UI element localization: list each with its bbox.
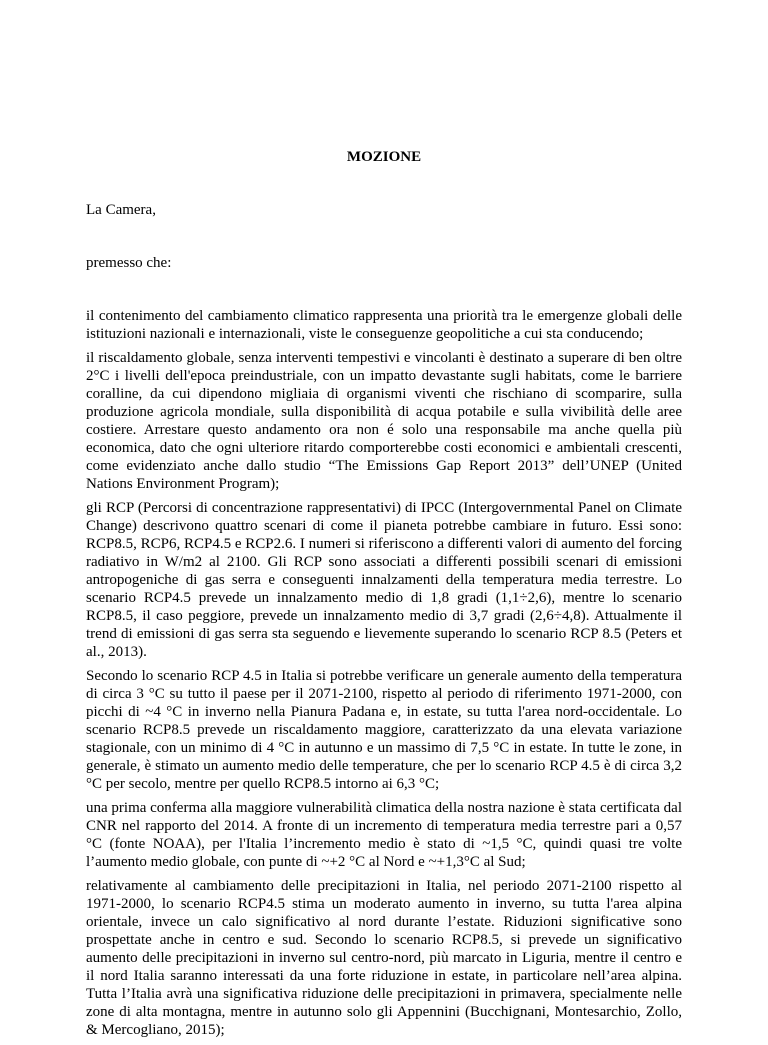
paragraph: Secondo lo scenario RCP 4.5 in Italia si potrebbe verificare un generale aumento della temperatura di circa 3 °C su tutto il paese per il 2071-2100, rispetto al periodo di riferimento 1971-2000, con picchi di ~4 °C in inverno nella Pianura Padana e, in estate, su tutta l'area nord-occidentale. Lo scenario RCP8.5 prevede un riscaldamento maggiore, caratterizzato da una elevata variazione stagionale, con un minimo di 4 °C in autunno e un massimo di 7,5 °C in estate. In tutte le zone, in generale, è stimato un aumento medio delle temperature, che per lo scenario RCP 4.5 è di circa 3,2 °C per secolo, mentre per quello RCP8.5 intorno ai 6,3 °C; xyxy=(86,668,682,792)
paragraph: una prima conferma alla maggiore vulnerabilità climatica della nostra nazione è stata certificata dal CNR nel rapporto del 2014. A fronte di un incremento di temperatura media terrestre pari a 0,57 °C (fonte NOAA), per l'Italia l’incremento medio è stato di ~1,5 °C, quindi quasi tre volte l’aumento medio globale, con punte di ~+2 °C al Nord e ~+1,3°C al Sud; xyxy=(86,800,682,870)
paragraph: relativamente al cambiamento delle precipitazioni in Italia, nel periodo 2071-2100 rispetto al 1971-2000, lo scenario RCP4.5 stima un moderato aumento in inverno, su tutta l'area alpina orientale, invece un calo significativo al nord durante l’estate. Riduzioni significative sono prospettate anche in centro e sud. Secondo lo scenario RCP8.5, si prevede un significativo aumento delle precipitazioni in inverno sul centro-nord, più marcato in Liguria, mentre il centro e il nord Italia saranno interessati da una forte riduzione in estate, in particolare nell’area alpina. Tutta l’Italia avrà una significativa riduzione delle precipitazioni in primavera, specialmente nelle zone di alta montagna, mentre in autunno solo gli Appennini (Bucchignani, Montesarchio, Zollo, & Mercogliano, 2015); xyxy=(86,878,682,1038)
paragraph: il riscaldamento globale, senza interventi tempestivi e vincolanti è destinato a superare di ben oltre 2°C i livelli dell'epoca preindustriale, con un impatto devastante sugli habitats, come le barriere coralline, da cui dipendono migliaia di organismi viventi che rischiano di scomparire, sulla produzione agricola mondiale, sulla disponibilità di acqua potabile e sulla vivibilità delle aree costiere. Arrestare questo andamento ora non é solo una responsabile ma anche quella più economica, dato che ogni ulteriore ritardo comporterebbe costi economici e ambientali crescenti, come evidenziato anche dallo studio “The Emissions Gap Report 2013” dell’UNEP (United Nations Environment Program); xyxy=(86,350,682,492)
intro-line: La Camera, xyxy=(86,202,156,218)
body-text xyxy=(86,307,682,1045)
paragraph: gli RCP (Percorsi di concentrazione rappresentativi) di IPCC (Intergovernmental Panel on Climate Change) descrivono quattro scenari di come il pianeta potrebbe cambiare in futuro. Essi sono: RCP8.5, RCP6, RCP4.5 e RCP2.6. I numeri si riferiscono a differenti valori di aumento del forcing radiativo in W/m2 al 2100. Gli RCP sono associati a differenti possibili scenari di emissioni antropogeniche di gas serra e conseguenti innalzamenti della temperatura media terrestre. Lo scenario RCP4.5 prevede un innalzamento medio di 1,8 gradi (1,1÷2,6), mentre lo scenario RCP8.5, il caso peggiore, prevede un innalzamento medio di 3,7 gradi (2,6÷4,8). Attualmente il trend di emissioni di gas serra sta seguendo e lievemente superando lo scenario RCP 8.5 (Peters et al., 2013). xyxy=(86,500,682,660)
premise-line: premesso che: xyxy=(86,255,172,271)
document-title: MOZIONE xyxy=(346,149,422,165)
paragraph: il contenimento del cambiamento climatico rappresenta una priorità tra le emergenze globali delle istituzioni nazionali e internazionali, viste le conseguenze geopolitiche a cui sta conducendo; xyxy=(86,308,682,342)
